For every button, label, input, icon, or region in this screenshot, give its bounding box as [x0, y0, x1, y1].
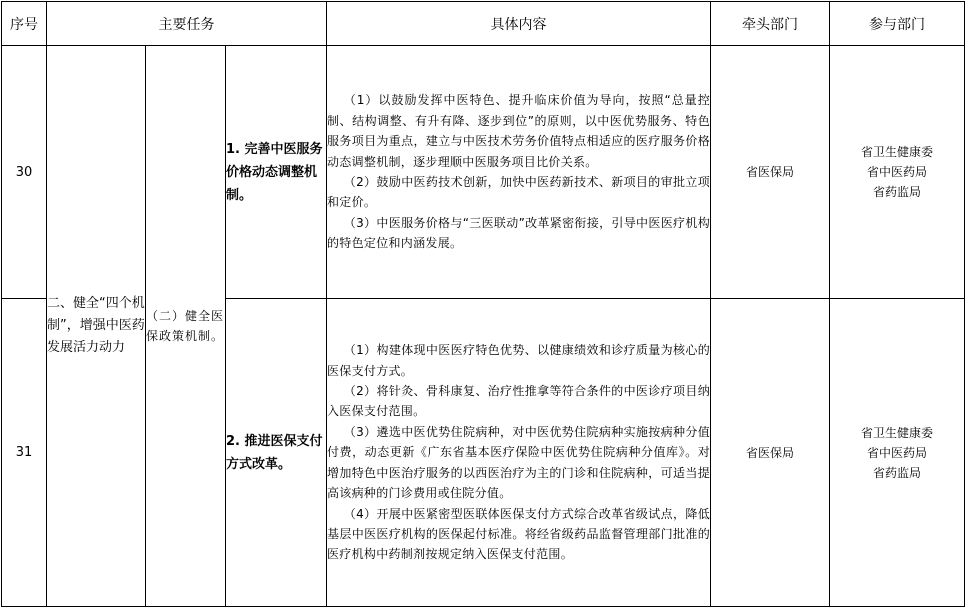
participants-cell [830, 46, 965, 299]
content-cell [327, 46, 711, 299]
category-cell: 二、健全“四个机制”，增强中医药发展活力动力 [47, 46, 146, 607]
header-content: 具体内容 [327, 2, 711, 46]
participant: 省药监局 [872, 185, 921, 199]
participants-cell [830, 299, 965, 607]
participant: 省卫生健康委 [860, 145, 933, 159]
header-lead-dept: 牵头部门 [711, 2, 830, 46]
lead-dept-cell: 省医保局 [711, 46, 830, 299]
header-participating-depts: 参与部门 [830, 2, 965, 46]
content-item: （3）遴选中医优势住院病种，对中医优势住院病种实施按病种分值付费，动态更新《广东省基本医疗保险中医优势住院病种分值库》。对增加特色中医治疗服务的以西医治疗为主的门诊和住院病种，可适当提高该病种的门诊费用或住院分值。 [327, 424, 710, 501]
participant: 省中医药局 [866, 165, 927, 179]
content-item: （3）中医服务价格与“三医联动”改革紧密衔接，引导中医医疗机构的特色定位和内涵发展。 [327, 215, 710, 251]
table-row [2, 46, 965, 299]
header-main-task: 主要任务 [47, 2, 327, 46]
header-row [2, 2, 965, 46]
participant: 省中医药局 [866, 445, 927, 460]
content-item: （4）开展中医紧密型医联体医保支付方式综合改革省级试点，降低基层中医医疗机构的医保起付标准。将经省级药品监督管理部门批准的医疗机构中药制剂按规定纳入医保支付范围。 [327, 506, 710, 562]
lead-dept-cell: 省医保局 [711, 299, 830, 607]
task-table [1, 1, 965, 607]
header-seq: 序号 [2, 2, 47, 46]
task-cell: 1. 完善中医服务价格动态调整机制。 [226, 46, 327, 299]
row-seq: 30 [2, 46, 47, 299]
participant: 省卫生健康委 [860, 425, 933, 440]
content-item: （1）以鼓励发挥中医特色、提升临床价值为导向，按照“总量控制、结构调整、有升有降、逐步到位”的原则，以中医优势服务、特色服务项目为重点，建立与中医技术劳务价值特点相适应的医疗服务价格动态调整机制，逐步理顺中医服务项目比价关系。 [327, 93, 710, 169]
content-item: （1）构建体现中医医疗特色优势、以健康绩效和诊疗质量为核心的医保支付方式。 [327, 343, 710, 378]
task-cell: 2. 推进医保支付方式改革。 [226, 299, 327, 607]
subcategory-cell: （二）健全医保政策机制。 [146, 46, 226, 607]
content-item: （2）将针灸、骨科康复、治疗性推拿等符合条件的中医诊疗项目纳入医保支付范围。 [327, 384, 710, 419]
row-seq: 31 [2, 299, 47, 607]
content-cell [327, 299, 711, 607]
content-item: （2）鼓励中医药技术创新，加快中医药新技术、新项目的审批立项和定价。 [327, 175, 710, 210]
participant: 省药监局 [872, 465, 921, 480]
